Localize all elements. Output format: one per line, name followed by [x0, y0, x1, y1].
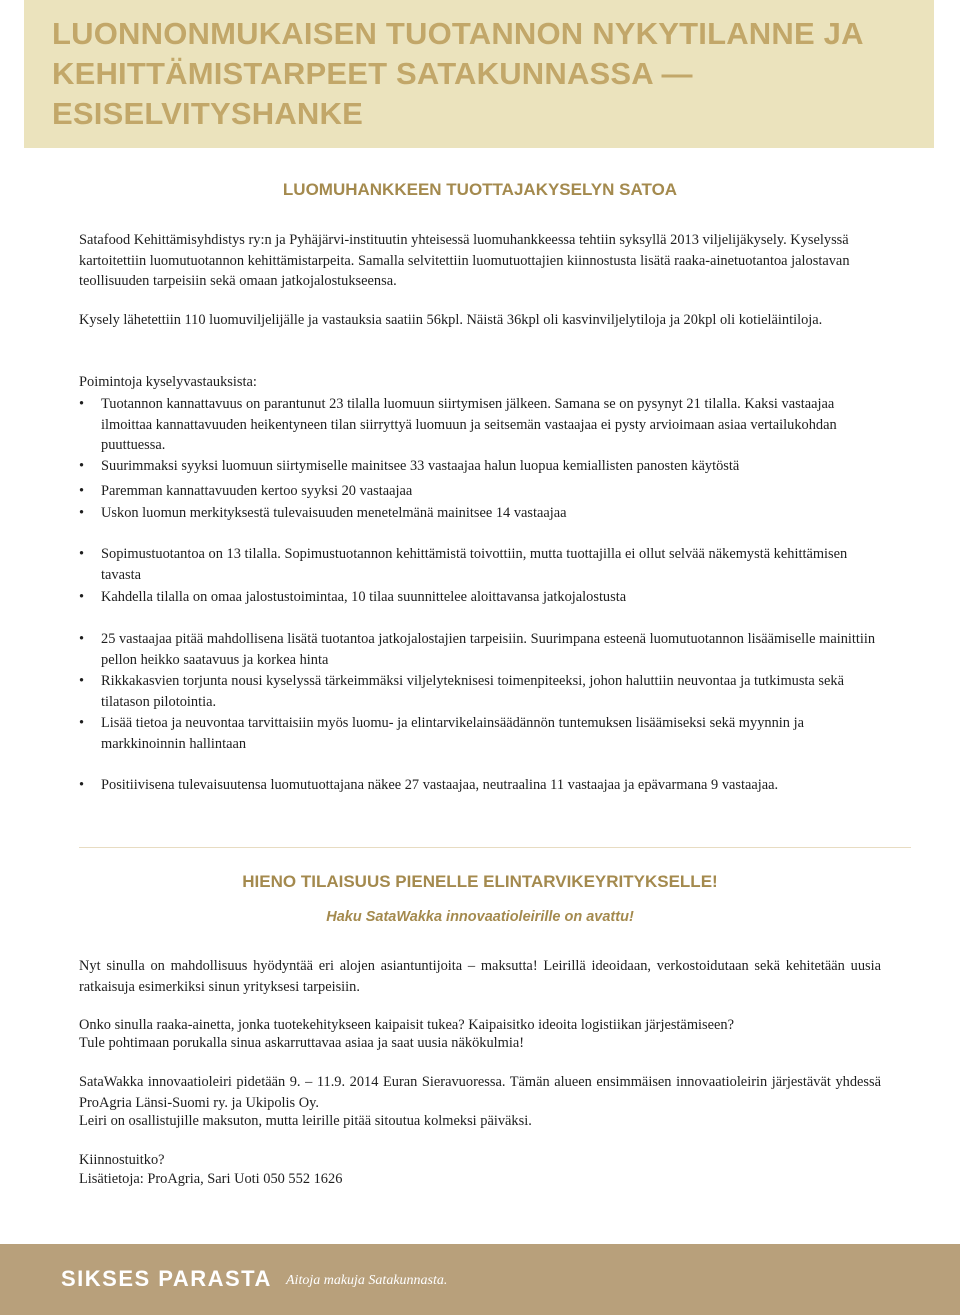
promo-subheading: Haku SataWakka innovaatioleirille on avattu!	[326, 909, 634, 925]
bullet-icon: •	[79, 505, 85, 521]
bullet-icon: •	[79, 396, 85, 412]
footer-tagline: Aitoja makuja Satakunnasta.	[286, 1273, 448, 1288]
promo-paragraph: SataWakka innovaatioleiri pidetään 9. – 11.9. 2014 Euran Sieravuoressa. Tämän alueen ensimmäisen innovaatioleirin järjestävät yhdessä ProAgria Länsi-Suomi ry. ja Ukipolis Oy.	[79, 1074, 881, 1111]
promo-paragraph: Leiri on osallistujille maksuton, mutta leirille pitää sitoutua kolmeksi päiväksi.	[79, 1113, 532, 1129]
bullet-icon: •	[79, 589, 85, 605]
bullet-icon: •	[79, 631, 85, 647]
footer-bar	[0, 1244, 960, 1315]
bullet-icon: •	[79, 483, 85, 499]
survey-heading: LUOMUHANKKEEN TUOTTAJAKYSELYN SATOA	[282, 180, 678, 199]
list-item-text: Lisää tietoa ja neuvontaa tarvittaisiin myös luomu- ja elintarvikelainsäädännön tuntemuksen lisäämiseksi sekä myynnin ja markkinoinnin hallintaan	[101, 715, 804, 752]
page-title-line: LUONNONMUKAISEN TUOTANNON NYKYTILANNE JA	[52, 16, 864, 51]
promo-paragraph: Nyt sinulla on mahdollisuus hyödyntää eri alojen asiantuntijoita – maksutta! Leirillä ideoidaan, verkostoidutaan sekä kehitetään uusia ratkaisuja esimerkiksi sinun yrityksesi tarpeisiin.	[79, 958, 881, 995]
bullet-icon: •	[79, 546, 85, 562]
list-item-text: Positiivisena tulevaisuutensa luomutuottajana näkee 27 vastaajaa, neutraalina 11 vastaajaa ja epävarmana 9 vastaajaa.	[101, 777, 779, 793]
promo-paragraph: Onko sinulla raaka-ainetta, jonka tuotekehitykseen kaipaisit tukea? Kaipaisitko ideoita logistiikan järjestämiseen?	[79, 1017, 734, 1033]
list-item-text: Tuotannon kannattavuus on parantunut 23 tilalla luomuun siirtymisen jälkeen. Samana se on pysynyt 21 tilalla. Kaksi vastaajaa ilmoittaa kannattavuuden heikentyneen tilan siirryttyä luomuun ja seitsemän vastaajaa ei pysty arvioimaan asiaa vertailukohdan puuttuessa.	[101, 396, 837, 453]
bullet-icon: •	[79, 673, 85, 689]
list-item-text: Uskon luomun merkityksestä tulevaisuuden menetelmänä mainitsee 14 vastaajaa	[101, 505, 567, 521]
page-title-line: KEHITTÄMISTARPEET SATAKUNNASSA —	[52, 56, 693, 91]
bullet-icon: •	[79, 715, 85, 731]
list-item-text: Sopimustuotantoa on 13 tilalla. Sopimustuotannon kehittämistä toivottiin, mutta tuottajilla ei ollut selvää näkemystä kehittämisen tavasta	[101, 546, 848, 583]
findings-label: Poimintoja kyselyvastauksista:	[79, 374, 257, 390]
list-item-text: Rikkakasvien torjunta nousi kyselyssä tärkeimmäksi viljelyteknisesi toimenpiteeksi, johon haluttiin neuvontaa ja tutkimusta sekä tilatason pilotointia.	[101, 673, 844, 710]
page-title	[52, 14, 902, 134]
footer-brand-logo: SIKSES PARASTA	[61, 1266, 272, 1291]
promo-paragraph: Tule pohtimaan porukalla sinua askarruttavaa asiaa ja saat uusia näkökulmia!	[79, 1035, 525, 1051]
list-item-text: Kahdella tilalla on omaa jalostustoimintaa, 10 tilaa suunnittelee aloittavansa jatkojalostusta	[101, 589, 627, 605]
survey-intro: Satafood Kehittämisyhdistys ry:n ja Pyhäjärvi-instituutin yhteisessä luomuhankkeessa tehtiin syksyllä 2013 viljelijäkysely. Kyselyssä kartoitettiin luomutuotannon kehittämistarpeita. Samalla selvitettiin luomutuottajien kiinnostusta lisätä raaka-ainetuotantoa jalostavan teollisuuden tarpeisiin sekä omaan jatkojalostukseensa.	[79, 232, 850, 289]
contact-info: Lisätietoja: ProAgria, Sari Uoti 050 552 1626	[79, 1171, 343, 1187]
list-item-text: Suurimmaksi syyksi luomuun siirtymiselle mainitsee 33 vastaajaa halun luopua kemiallisten panosten käytöstä	[101, 458, 740, 474]
page-title-line: ESISELVITYSHANKE	[52, 96, 363, 131]
bullet-icon: •	[79, 458, 85, 474]
promo-heading: HIENO TILAISUUS PIENELLE ELINTARVIKEYRITYKSELLE!	[242, 872, 718, 891]
bullet-icon: •	[79, 777, 85, 793]
list-item-text: Paremman kannattavuuden kertoo syyksi 20 vastaajaa	[101, 483, 413, 499]
contact-question: Kiinnostuitko?	[79, 1152, 165, 1168]
list-item-text: 25 vastaajaa pitää mahdollisena lisätä tuotantoa jatkojalostajien tarpeisiin. Suurimpana esteenä luomutuotannon lisäämiselle mainittiin pellon heikko saatavuus ja korkea hinta	[101, 631, 876, 668]
section-divider	[79, 844, 911, 848]
survey-responses: Kysely lähetettiin 110 luomuviljelijälle ja vastauksia saatiin 56kpl. Näistä 36kpl oli kasvinviljelytiloja ja 20kpl oli kotieläintiloja.	[79, 312, 823, 328]
